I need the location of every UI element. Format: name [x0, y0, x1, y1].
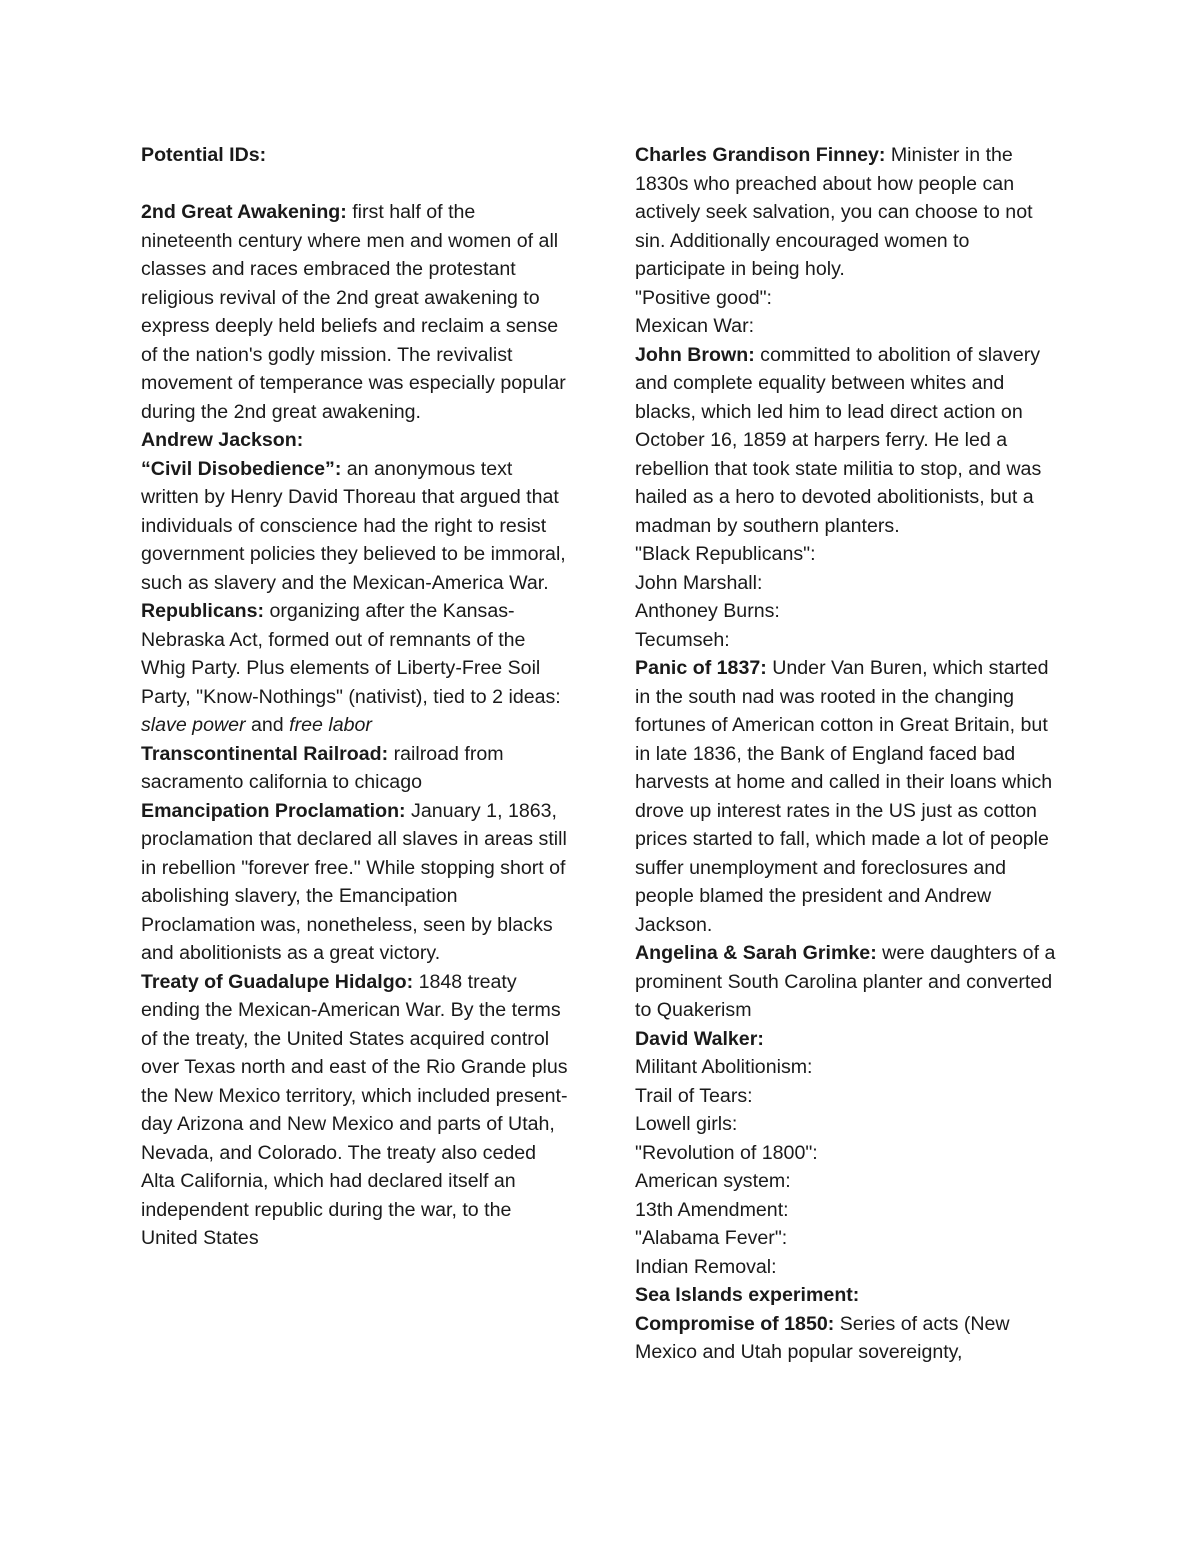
entry-desc: 1848 treaty ending the Mexican-American War. By the terms of the treaty, the United States acquired control over Texas north and east of the Rio Grande plus the New Mexico territory, which included present-day Arizona and New Mexico and parts of Utah, Nevada, and Colorado. The treaty also ceded Alta California, which had declared itself an independent republic during the war, to the United States — [141, 970, 568, 1249]
entry-desc: John Marshall: — [635, 571, 763, 594]
entry-term: Treaty of Guadalupe Hidalgo: — [141, 970, 414, 993]
id-entry-trail-of-tears — [635, 1082, 1065, 1111]
id-entry-andrew-jackson — [141, 426, 571, 455]
entry-desc: American system: — [635, 1170, 791, 1192]
entry-desc: committed to abolition of slavery and complete equality between whites and blacks, which led him to lead direct action on October 16, 1859 at harpers ferry. He led a rebellion that took state militia to stop, and was hailed as a hero to devoted abolitionists, but a madman by southern planters. — [635, 343, 1042, 537]
entry-desc: "Positive good": — [635, 286, 772, 309]
id-entry-compromise-1850 — [635, 1310, 1065, 1367]
id-entry-alabama-fever — [635, 1224, 1065, 1253]
id-entry-american-system — [635, 1167, 1065, 1196]
right-column — [635, 141, 1065, 1367]
entry-desc: Mexican War: — [635, 315, 755, 337]
entry-desc: first half of the nineteenth century where men and women of all classes and races embraced the protestant religious revival of the 2nd great awakening to express deeply held beliefs and reclaim a sense of the nation's godly mission. The revivalist movement of temperance was especially popular during the 2nd great awakening. — [141, 201, 566, 423]
entry-desc: Indian Removal: — [635, 1255, 777, 1278]
id-entry-grimke — [635, 939, 1065, 1025]
id-entry-revolution-1800 — [635, 1139, 1065, 1168]
id-entry-panic-1837 — [635, 654, 1065, 939]
entry-desc-italic: free labor — [289, 714, 372, 736]
id-entry-civil-disobedience — [141, 455, 571, 598]
id-entry-positive-good — [635, 284, 1065, 313]
entry-desc: Under Van Buren, which started in the south nad was rooted in the changing fortunes of American cotton in Great Britain, but in late 1836, the Bank of England faced bad harvests at home and called in their loans which drove up interest rates in the US just as cotton prices started to fall, which made a lot of people suffer unemployment and foreclosures and people blamed the president and Andrew Jackson. — [635, 657, 1053, 936]
entry-desc: railroad from sacramento california to chicago — [141, 742, 504, 793]
entry-desc: Lowell girls: — [635, 1113, 738, 1135]
entry-term: David Walker: — [635, 1027, 764, 1050]
id-entry-emancipation-proclamation — [141, 797, 571, 968]
id-entry-treaty-guadalupe-hidalgo — [141, 968, 571, 1253]
entry-term: Panic of 1837: — [635, 657, 767, 679]
entry-desc: organizing after the Kansas-Nebraska Act, formed out of remnants of the Whig Party. Plus elements of Liberty-Free Soil Party, "Know-Nothings" (nativist), tied to 2 ideas: — [141, 600, 561, 708]
entry-desc: Minister in the 1830s who preached about how people can actively seek salvation, you can choose to not sin. Additionally encouraged women to participate in being holy. — [635, 144, 1033, 280]
entry-desc: Anthoney Burns: — [635, 600, 780, 622]
entry-term: Republicans: — [141, 600, 265, 622]
id-entry-mexican-war — [635, 312, 1065, 341]
entry-term: Angelina & Sarah Grimke: — [635, 942, 877, 964]
id-entry-tecumseh — [635, 626, 1065, 655]
id-entry-finney — [635, 141, 1065, 284]
id-entry-militant-abolitionism — [635, 1053, 1065, 1082]
id-entry-great-awakening — [141, 198, 571, 426]
entry-desc: and — [245, 714, 290, 736]
id-entry-indian-removal — [635, 1253, 1065, 1282]
id-entry-david-walker — [635, 1025, 1065, 1054]
entry-desc: January 1, 1863, proclamation that declared all slaves in areas still in rebellion "forever free." While stopping short of abolishing slavery, the Emancipation Proclamation was, nonetheless, seen by blacks and abolitionists as a great victory. — [141, 799, 567, 964]
entry-desc: Militant Abolitionism: — [635, 1056, 813, 1078]
entry-term: “Civil Disobedience”: — [141, 457, 342, 480]
entry-term: Andrew Jackson: — [141, 429, 304, 451]
entry-term: Transcontinental Railroad: — [141, 742, 389, 765]
entry-desc: Tecumseh: — [635, 628, 730, 651]
entry-desc: Series of acts (New Mexico and Utah popular sovereignty, — [635, 1312, 1010, 1363]
entry-term: 2nd Great Awakening: — [141, 201, 347, 223]
entry-desc: an anonymous text written by Henry David Thoreau that argued that individuals of conscience had the right to resist government policies they believed to be immoral, such as slavery and the Mexican-America War. — [141, 457, 566, 594]
id-entry-republicans — [141, 597, 571, 740]
id-entry-black-republicans — [635, 540, 1065, 569]
page-heading: Potential IDs: — [141, 144, 267, 166]
entry-desc: "Black Republicans": — [635, 543, 816, 565]
entry-desc: 13th Amendment: — [635, 1198, 789, 1221]
left-column — [141, 141, 571, 1253]
id-entry-lowell-girls — [635, 1110, 1065, 1139]
id-entry-john-brown — [635, 341, 1065, 541]
entry-desc: Trail of Tears: — [635, 1084, 753, 1107]
entry-term: Sea Islands experiment: — [635, 1284, 860, 1306]
entry-desc: "Revolution of 1800": — [635, 1141, 818, 1164]
entry-desc-italic: slave power — [141, 714, 246, 736]
entry-term: Emancipation Proclamation: — [141, 799, 406, 822]
entry-term: Charles Grandison Finney: — [635, 144, 886, 166]
entry-desc: "Alabama Fever": — [635, 1227, 788, 1249]
id-entry-anthoney-burns — [635, 597, 1065, 626]
id-entry-john-marshall — [635, 569, 1065, 598]
entry-term: John Brown: — [635, 343, 755, 366]
blank-line — [141, 170, 571, 199]
id-entry-transcontinental-railroad — [141, 740, 571, 797]
entry-term: Compromise of 1850: — [635, 1312, 835, 1335]
id-entry-sea-islands — [635, 1281, 1065, 1310]
id-entry-13th-amendment — [635, 1196, 1065, 1225]
entry-desc: were daughters of a prominent South Carolina planter and converted to Quakerism — [635, 942, 1056, 1021]
